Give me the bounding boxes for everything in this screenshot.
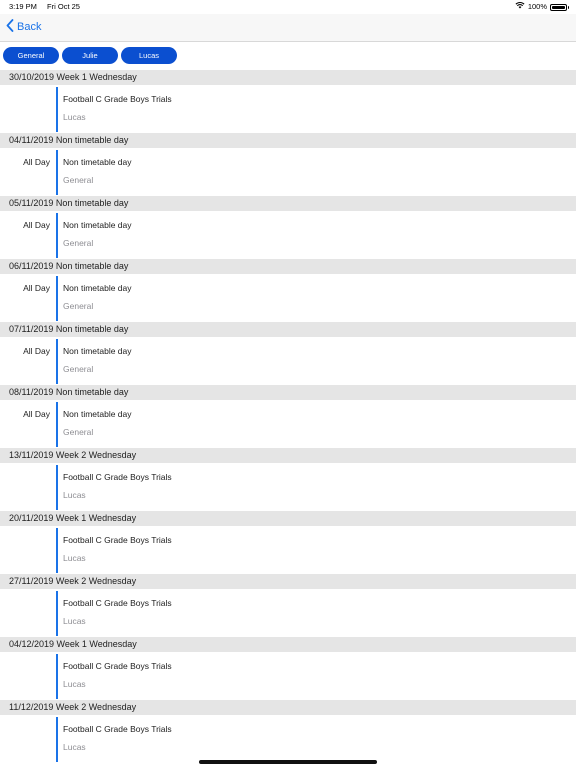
status-date: Fri Oct 25 (47, 2, 80, 11)
date-section-header: 05/11/2019 Non timetable day (0, 196, 576, 211)
event-time: All Day (23, 157, 50, 167)
date-section-header: 04/12/2019 Week 1 Wednesday (0, 637, 576, 652)
event-divider (56, 717, 58, 762)
event-title: Football C Grade Boys Trials (63, 94, 172, 104)
event-row[interactable] (0, 652, 576, 700)
event-calendar: General (63, 427, 94, 437)
event-title: Football C Grade Boys Trials (63, 472, 172, 482)
status-right (515, 0, 567, 14)
event-time: All Day (23, 283, 50, 293)
event-row[interactable] (0, 526, 576, 574)
event-time: All Day (23, 220, 50, 230)
event-calendar: Lucas (63, 553, 86, 563)
filter-chip-julie[interactable] (62, 47, 118, 64)
battery-percent: 100% (527, 2, 547, 11)
event-divider (56, 339, 58, 384)
back-label: Back (17, 21, 42, 33)
event-list[interactable] (0, 70, 576, 763)
event-calendar: General (63, 301, 94, 311)
event-time: All Day (23, 409, 50, 419)
date-section-header: 13/11/2019 Week 2 Wednesday (0, 448, 576, 463)
date-section-header: 11/12/2019 Week 2 Wednesday (0, 700, 576, 715)
filter-chip-label: Julie (82, 51, 98, 60)
event-calendar: Lucas (63, 679, 86, 689)
event-divider (56, 150, 58, 195)
wifi-icon (515, 0, 525, 14)
navigation-bar (0, 14, 576, 42)
date-section-header: 20/11/2019 Week 1 Wednesday (0, 511, 576, 526)
event-row[interactable] (0, 715, 576, 763)
event-title: Football C Grade Boys Trials (63, 661, 172, 671)
event-title: Football C Grade Boys Trials (63, 598, 172, 608)
event-row[interactable] (0, 337, 576, 385)
event-calendar: General (63, 175, 94, 185)
event-row[interactable] (0, 463, 576, 511)
status-bar (0, 0, 576, 14)
event-calendar: General (63, 364, 94, 374)
event-calendar: Lucas (63, 616, 86, 626)
event-row[interactable] (0, 85, 576, 133)
status-time: 3:19 PM (9, 2, 37, 11)
event-divider (56, 213, 58, 258)
home-indicator[interactable] (199, 760, 377, 764)
event-calendar: Lucas (63, 490, 86, 500)
status-left (9, 0, 80, 14)
filter-chip-lucas[interactable] (121, 47, 177, 64)
calendar-filter-bar (0, 42, 576, 69)
event-title: Football C Grade Boys Trials (63, 535, 172, 545)
filter-chip-general[interactable] (3, 47, 59, 64)
event-divider (56, 465, 58, 510)
event-divider (56, 87, 58, 132)
event-row[interactable] (0, 274, 576, 322)
filter-chip-label: Lucas (138, 51, 159, 60)
event-divider (56, 528, 58, 573)
event-title: Football C Grade Boys Trials (63, 724, 172, 734)
date-section-header: 08/11/2019 Non timetable day (0, 385, 576, 400)
event-row[interactable] (0, 148, 576, 196)
event-title: Non timetable day (63, 220, 132, 230)
battery-icon (550, 4, 567, 11)
event-divider (56, 402, 58, 447)
back-button[interactable] (6, 19, 41, 35)
event-row[interactable] (0, 400, 576, 448)
event-row[interactable] (0, 211, 576, 259)
event-divider (56, 654, 58, 699)
event-divider (56, 591, 58, 636)
filter-chip-label: General (17, 51, 45, 60)
date-section-header: 04/11/2019 Non timetable day (0, 133, 576, 148)
date-section-header: 07/11/2019 Non timetable day (0, 322, 576, 337)
event-title: Non timetable day (63, 346, 132, 356)
event-calendar: Lucas (63, 112, 86, 122)
event-calendar: Lucas (63, 742, 86, 752)
event-calendar: General (63, 238, 94, 248)
event-title: Non timetable day (63, 157, 132, 167)
date-section-header: 06/11/2019 Non timetable day (0, 259, 576, 274)
event-title: Non timetable day (63, 409, 132, 419)
date-section-header: 30/10/2019 Week 1 Wednesday (0, 70, 576, 85)
event-row[interactable] (0, 589, 576, 637)
date-section-header: 27/11/2019 Week 2 Wednesday (0, 574, 576, 589)
event-time: All Day (23, 346, 50, 356)
event-title: Non timetable day (63, 283, 132, 293)
event-divider (56, 276, 58, 321)
chevron-left-icon (6, 19, 14, 35)
